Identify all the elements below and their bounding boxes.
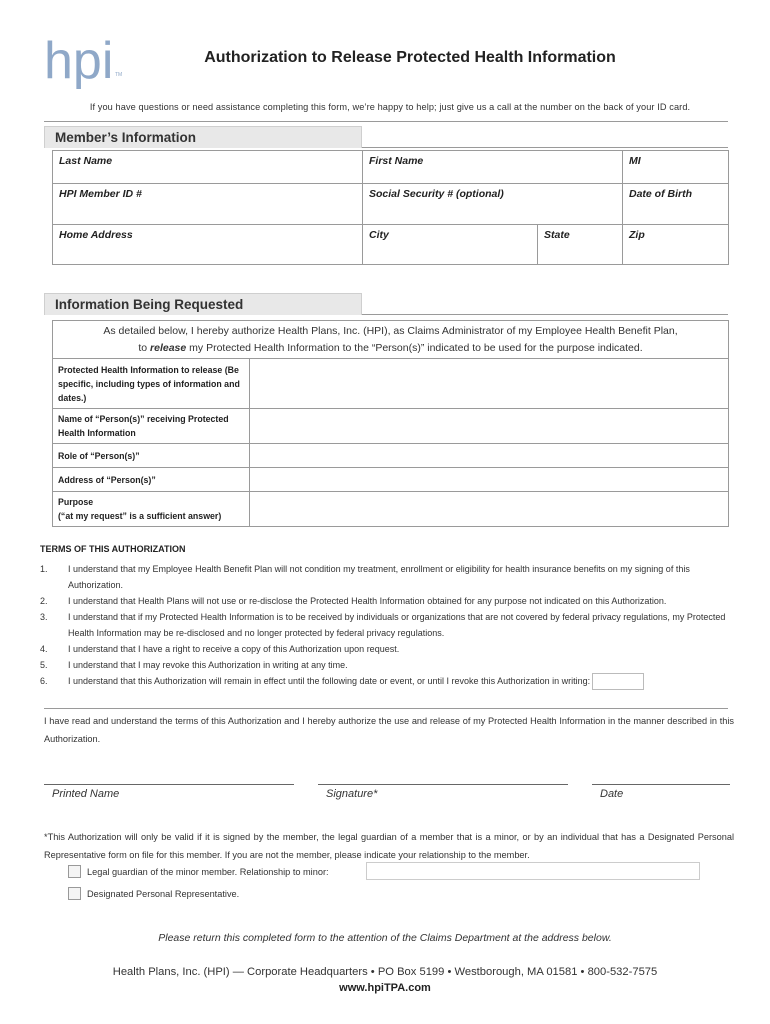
zip-field[interactable]	[623, 225, 729, 265]
guardian-label: Legal guardian of the minor member. Relationship to minor:	[87, 866, 329, 877]
recipient-label: Name of “Person(s)” receiving Protected Health Information	[53, 409, 250, 444]
role-label: Role of “Person(s)”	[53, 444, 250, 468]
logo-trademark: TM	[115, 72, 123, 78]
footnote-text: *This Authorization will only be valid if it is signed by the member, the legal guardian of a member that is a minor, or by an individual that has a Designated Personal Representative form on file for this member. If you are not the member, please indicate your relationship to the member.	[44, 832, 734, 860]
website-link[interactable]: www.hpiTPA.com	[339, 982, 431, 994]
statement-line-2: to release my Protected Health Information to the “Person(s)” indicated to be used for the purpose indicated.	[138, 342, 643, 354]
release-emphasis: release	[150, 342, 187, 354]
date-line[interactable]	[592, 784, 730, 785]
logo-text: hpi	[44, 34, 114, 90]
page-title: Authorization to Release Protected Health Information	[204, 49, 616, 66]
intro-text: If you have questions or need assistance completing this form, we’re happy to help; just give us a call at the number on the back of your ID card.	[89, 102, 691, 112]
guardian-checkbox[interactable]	[68, 865, 81, 878]
terms-list	[40, 561, 730, 690]
member-id-label: HPI Member ID #	[59, 188, 142, 200]
dob-label: Date of Birth	[629, 188, 692, 200]
term-item: 2. I understand that Health Plans will not use or re-disclose the Protected Health Information obtained for any purpose not indicated on this Authorization.	[40, 596, 667, 606]
address-input[interactable]	[250, 468, 729, 492]
mi-field[interactable]	[623, 151, 729, 184]
mi-label: MI	[629, 155, 641, 167]
company-address: Health Plans, Inc. (HPI) — Corporate Headquarters • PO Box 5199 • Westborough, MA 01581 • 800-532-7575	[112, 966, 658, 978]
representative-label: Designated Personal Representative.	[87, 888, 240, 899]
date-label: Date	[600, 788, 624, 800]
city-field[interactable]	[363, 225, 538, 265]
term-item: 3. I understand that if my Protected Health Information is to be received by individuals or organizations that are not covered by federal privacy regulations, my Protected Health Information may be re-disclosed and no longer protected by federal privacy regulations.	[40, 612, 726, 638]
first-name-field[interactable]	[363, 151, 623, 184]
phi-label: Protected Health Information to release (Be specific, including types of information and dates.)	[53, 359, 250, 409]
authorization-statement	[52, 320, 729, 358]
purpose-input[interactable]	[250, 492, 729, 527]
representative-option	[68, 887, 239, 900]
recipient-input[interactable]	[250, 409, 729, 444]
dob-field[interactable]	[623, 184, 729, 225]
term-item: 5. I understand that I may revoke this Authorization in writing at any time.	[40, 660, 348, 670]
member-id-field[interactable]	[53, 184, 363, 225]
ssn-field[interactable]	[363, 184, 623, 225]
member-info-heading: Member’s Information	[44, 126, 362, 148]
term-item: 1. I understand that my Employee Health Benefit Plan will not condition my treatment, enrollment or eligibility for health insurance benefits on my signing of this Authorization.	[40, 564, 690, 590]
info-requested-table	[52, 358, 729, 527]
guardian-option	[68, 865, 329, 878]
zip-label: Zip	[629, 229, 645, 241]
divider	[44, 121, 728, 122]
return-instructions: Please return this completed form to the attention of the Claims Department at the address below.	[158, 932, 612, 944]
term-item: 6. I understand that this Authorization will remain in effect until the following date or event, or until I revoke this Authorization in writing:	[40, 673, 730, 690]
last-name-label: Last Name	[59, 155, 113, 167]
divider	[362, 147, 728, 148]
address-label: Address of “Person(s)”	[53, 468, 250, 492]
statement-line-1: As detailed below, I hereby authorize Health Plans, Inc. (HPI), as Claims Administrator of my Employee Health Benefit Plan,	[103, 325, 678, 337]
city-label: City	[369, 229, 389, 241]
divider	[362, 314, 728, 315]
state-field[interactable]	[538, 225, 623, 265]
first-name-label: First Name	[369, 155, 424, 167]
ssn-label: Social Security # (optional)	[369, 188, 504, 200]
hpi-logo	[44, 34, 124, 90]
state-label: State	[544, 229, 570, 241]
relationship-input[interactable]	[366, 862, 700, 880]
printed-name-label: Printed Name	[52, 788, 120, 800]
home-address-label: Home Address	[59, 229, 133, 241]
home-address-field[interactable]	[53, 225, 363, 265]
member-info-table	[52, 150, 729, 265]
signature-label: Signature*	[326, 788, 378, 800]
agreement-text: I have read and understand the terms of this Authorization and I hereby authorize the use and release of my Protected Health Information in the manner described in this Authorization.	[44, 716, 734, 744]
printed-name-line[interactable]	[44, 784, 294, 785]
divider	[44, 708, 728, 709]
expiration-input[interactable]	[592, 673, 644, 690]
signature-line[interactable]	[318, 784, 568, 785]
terms-heading: TERMS OF THIS AUTHORIZATION	[40, 544, 186, 554]
role-input[interactable]	[250, 444, 729, 468]
purpose-label: Purpose (“at my request” is a sufficient answer)	[53, 492, 250, 527]
term-item: 4. I understand that I have a right to receive a copy of this Authorization upon request.	[40, 644, 400, 654]
last-name-field[interactable]	[53, 151, 363, 184]
phi-input[interactable]	[250, 359, 729, 409]
info-requested-heading: Information Being Requested	[44, 293, 362, 315]
representative-checkbox[interactable]	[68, 887, 81, 900]
